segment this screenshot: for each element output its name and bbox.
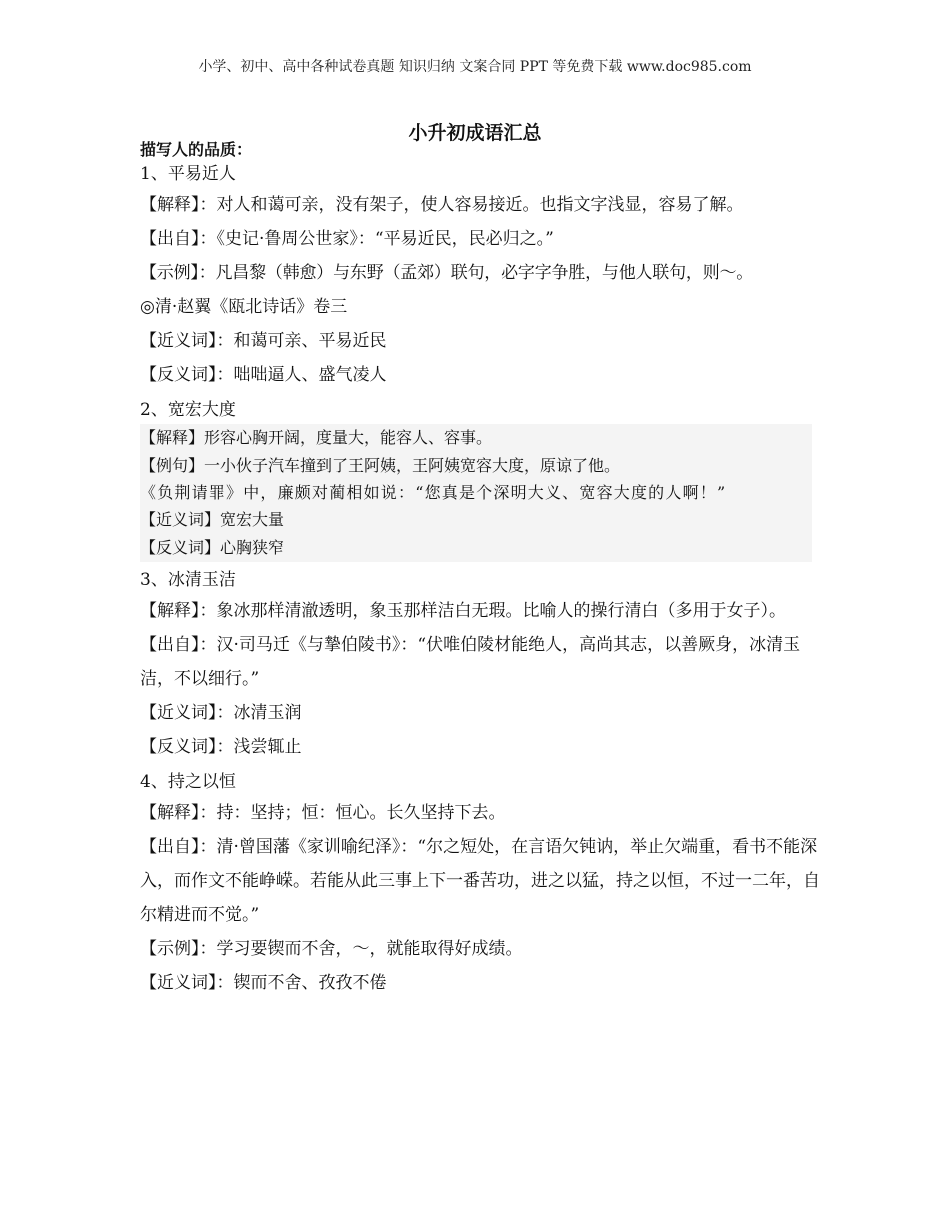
entry-line: ◎清·赵翼《瓯北诗话》卷三	[140, 297, 348, 317]
entry-line: 【解释】：对人和蔼可亲，没有架子，使人容易接近。也指文字浅显，容易了解。	[140, 195, 744, 215]
entry-line: 【解释】：象冰那样清澈透明，象玉那样洁白无瑕。比喻人的操行清白（多用于女子）。	[140, 601, 786, 621]
entry-heading: 1、平易近人	[140, 164, 236, 184]
entry-line: 【近义词】：锲而不舍、孜孜不倦	[140, 973, 387, 993]
page-header: 小学、初中、高中各种试卷真题 知识归纳 文案合同 PPT 等免费下载 www.doc985.com	[198, 59, 752, 75]
entry-line: 【反义词】心胸狭窄	[140, 538, 285, 557]
entry-line: 【出自】：汉·司马迁《与摯伯陵书》：“伏唯伯陵材能绝人，高尚其志，以善厥身，冰清玉洁，不以细行。”	[140, 635, 801, 689]
entry-line: 【反义词】：咄咄逼人、盛气凌人	[140, 365, 387, 385]
entry-line: 《负荆请罪》中，廉颇对蔺相如说：“您真是个深明大义、宽容大度的人啊！”	[140, 483, 727, 502]
entry-line: 【例句】一小伙子汽车撞到了王阿姨，王阿姨宽容大度，原谅了他。	[140, 456, 621, 475]
entry-heading: 2、宽宏大度	[140, 400, 236, 420]
entry-line: 【出自】：《史记·鲁周公世家》：“平易近民，民必归之。”	[140, 229, 554, 249]
entry-line: 【示例】：凡昌黎（韩愈）与东野（孟郊）联句，必字字争胜，与他人联句，则～。	[140, 263, 754, 283]
entry-line: 【示例】：学习要锲而不舍，～，就能取得好成绩。	[140, 939, 523, 959]
entry-line: 【近义词】：冰清玉润	[140, 703, 302, 723]
section-label: 描写人的品质：	[140, 140, 253, 159]
document-title: 小升初成语汇总	[408, 122, 542, 144]
entry-heading: 3、冰清玉洁	[140, 570, 236, 590]
entry-line: 【出自】：清·曾国藩《家训喻纪泽》：“尔之短处，在言语欠钝讷，举止欠端重，看书不能深入，而作文不能峥嵘。若能从此三事上下一番苦功，进之以猛，持之以恒，不过一二年，自尔精进而不觉。”	[140, 837, 820, 925]
entry-heading: 4、持之以恒	[140, 772, 236, 792]
document-body	[140, 140, 820, 1000]
entry-line: 【近义词】宽宏大量	[140, 510, 285, 529]
entry-line: 【反义词】：浅尝辄止	[140, 737, 302, 757]
entry-line: 【近义词】：和蔼可亲、平易近民	[140, 331, 387, 351]
entry-line: 【解释】形容心胸开阔，度量大，能容人、容事。	[140, 428, 493, 447]
entry-line: 【解释】：持：坚持；恒：恒心。长久坚持下去。	[140, 803, 506, 823]
highlight-block	[140, 424, 812, 562]
